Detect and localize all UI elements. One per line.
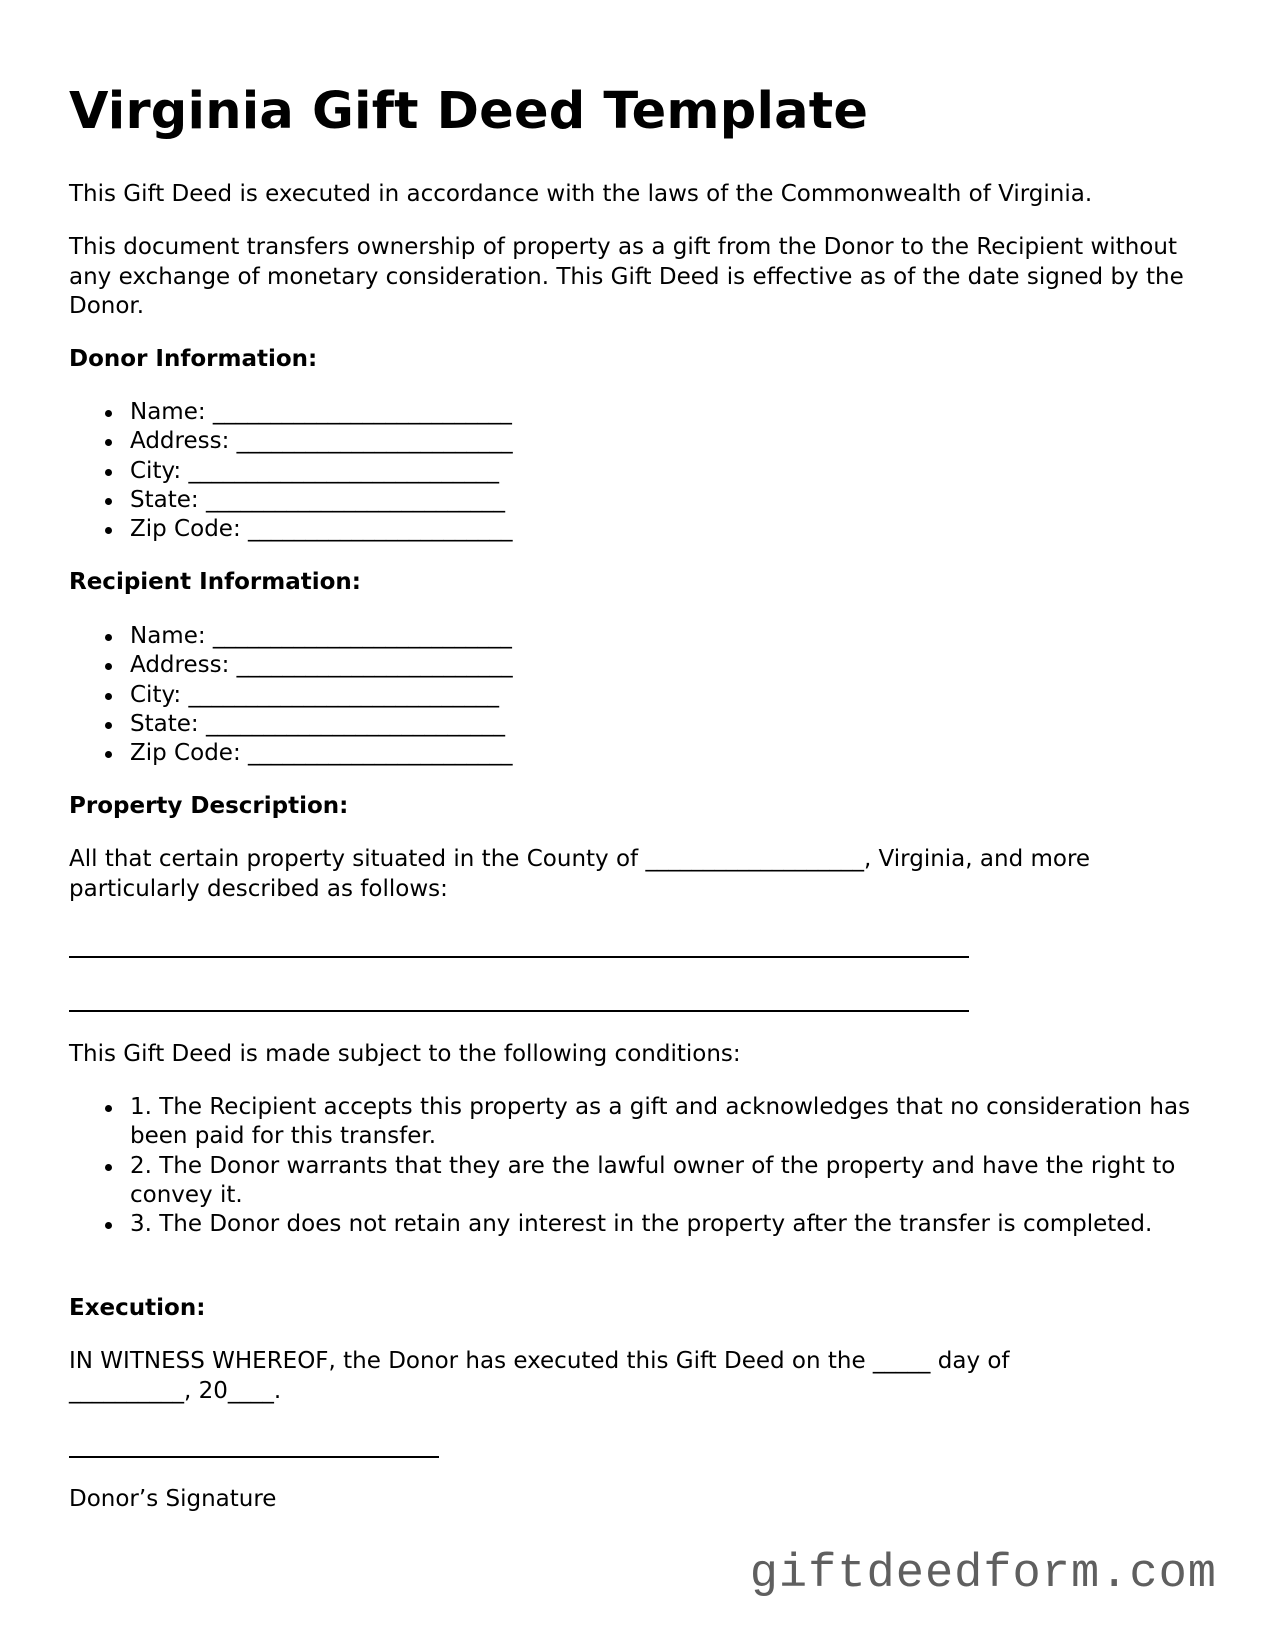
donor-name-field[interactable]: Name: __________________________ (130, 398, 513, 427)
recipient-name-field[interactable]: Name: __________________________ (130, 622, 513, 651)
donor-fields (69, 398, 513, 544)
donor-zip-field[interactable]: Zip Code: _______________________ (130, 515, 513, 544)
recipient-state-field[interactable]: State: __________________________ (130, 710, 513, 739)
recipient-zip-field[interactable]: Zip Code: _______________________ (130, 739, 513, 768)
donor-address-field[interactable]: Address: ________________________ (130, 427, 513, 456)
donor-state-field[interactable]: State: __________________________ (130, 486, 513, 515)
donor-heading: Donor Information: (69, 346, 318, 372)
condition-item: 3. The Donor does not retain any interest in the property after the transfer is completed. (130, 1210, 1210, 1239)
conditions-intro: This Gift Deed is made subject to the following conditions: (69, 1041, 741, 1067)
donor-signature-label: Donor’s Signature (69, 1486, 277, 1512)
property-heading: Property Description: (69, 793, 349, 819)
condition-item: 1. The Recipient accepts this property as a gift and acknowledges that no consideration has been paid for this transfer. (130, 1093, 1210, 1152)
property-description-line-2[interactable] (69, 1010, 969, 1012)
donor-city-field[interactable]: City: ___________________________ (130, 457, 513, 486)
recipient-address-field[interactable]: Address: ________________________ (130, 651, 513, 680)
document-title: Virginia Gift Deed Template (69, 82, 869, 141)
donor-signature-line[interactable] (69, 1456, 439, 1458)
conditions-list (69, 1093, 1210, 1239)
execution-heading: Execution: (69, 1295, 206, 1321)
property-description-line-1[interactable] (69, 956, 969, 958)
property-description-text: All that certain property situated in the County of ___________________, Virginia, and more particularly described as follows: (69, 846, 1091, 902)
intro-statement: This Gift Deed is executed in accordance with the laws of the Commonwealth of Virginia. (69, 181, 1093, 207)
execution-text: IN WITNESS WHEREOF, the Donor has executed this Gift Deed on the _____ day of __________, 20____. (69, 1348, 1010, 1404)
recipient-city-field[interactable]: City: ___________________________ (130, 681, 513, 710)
recipient-fields (69, 622, 513, 768)
condition-item: 2. The Donor warrants that they are the lawful owner of the property and have the right to convey it. (130, 1152, 1210, 1211)
watermark: giftdeedform.com (749, 1548, 1217, 1601)
intro-description: This document transfers ownership of property as a gift from the Donor to the Recipient without any exchange of monetary consideration. This Gift Deed is effective as of the date signed by the Donor. (69, 234, 1184, 319)
recipient-heading: Recipient Information: (69, 569, 361, 595)
